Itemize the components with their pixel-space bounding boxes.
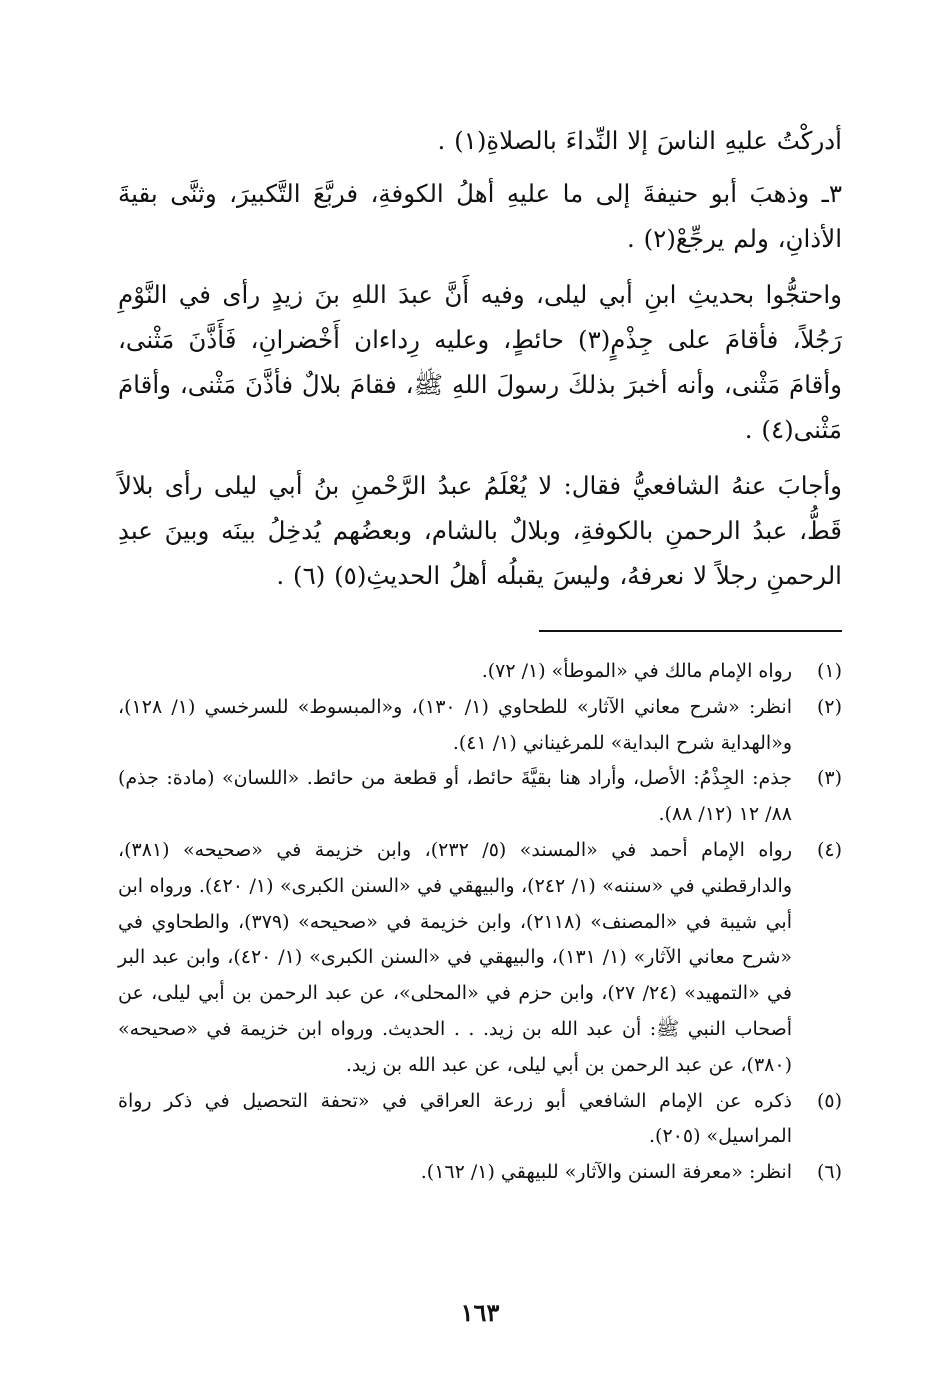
body-paragraph-3: واحتجُّوا بحديثِ ابنِ أبي ليلى، وفيه أَنَّ عبدَ اللهِ بنَ زيدٍ رأى في النَّوْمِ رَجُلاً، فأقامَ على جِذْمٍ(٣) حائطٍ، وعليه رِداءان أَخْضرانِ، فَأَذَّنَ مَثْنى، وأقامَ مَثْنى، وأنه أخبرَ بذلكَ رسولَ اللهِ ﷺ، فقامَ بلالٌ فأذَّنَ مَثْنى، وأقامَ مَثْنى(٤) . — [118, 280, 842, 444]
footnote-text: رواه الإمام مالك في «الموطأ» (١/ ٧٢). — [481, 660, 792, 682]
footnote-text: رواه الإمام أحمد في «المسند» (٥/ ٢٣٢)، وابن خزيمة في «صحيحه» (٣٨١)، والدارقطني في «سننه» (١/ ٢٤٢)، والبيهقي في «السنن الكبرى» (١/ ٤٢٠). ورواه ابن أبي شيبة في «المصنف» (٢١١٨)، وابن خزيمة في «صحيحه» (٣٧٩)، والطحاوي في «شرح معاني الآثار» (١/ ١٣١)، والبيهقي في «السنن الكبرى» (١/ ٤٢٠)، وابن عبد البر في «التمهيد» (٢٤/ ٢٧)، وابن حزم في «المحلى»، عن عبد الرحمن بن أبي ليلى، عن أصحاب النبي ﷺ: أن عبد الله بن زيد. . . الحديث. ورواه ابن خزيمة في «صحيحه» (٣٨٠)، عن عبد الرحمن بن أبي ليلى، عن عبد الله بن زيد. — [118, 838, 793, 1076]
footnote-2 — [118, 690, 842, 762]
footnote-number: (٣) — [816, 767, 842, 790]
footnote-number: (٦) — [816, 1161, 842, 1184]
page-content — [118, 118, 842, 1358]
footnote-text: جذم: الجِذْمُ: الأصل، وأراد هنا بقيَّةَ حائط، أو قطعة من حائط. «اللسان» (مادة: جذم) ٨٨/ ١٢ (١٢/ ٨٨). — [118, 767, 792, 826]
footnote-number: (٥) — [816, 1089, 842, 1112]
footnote-text: انظر: «معرفة السنن والآثار» للبيهقي (١/ ١٦٢). — [420, 1161, 792, 1184]
body-paragraph-1: أدركْتُ عليهِ الناسَ إلا النِّداءَ بالصلاةِ(١) . — [437, 126, 842, 155]
footnote-number: (١) — [816, 660, 842, 682]
footnote-text: انظر: «شرح معاني الآثار» للطحاوي (١/ ١٣٠)، و«المبسوط» للسرخسي (١/ ١٢٨)، و«الهداية شرح البداية» للمرغيناني (١/ ٤١). — [118, 695, 793, 754]
footnote-5 — [118, 1084, 842, 1156]
footnotes-list — [118, 654, 842, 1191]
footnote-3 — [118, 761, 842, 833]
body-paragraph-2: ٣ـ وذهبَ أبو حنيفةَ إلى ما عليهِ أهلُ الكوفةِ، فربَّعَ التَّكبيرَ، وثنَّى بقيةَ الأذانِ، ولم يرجِّعْ(٢) . — [118, 179, 842, 253]
footnote-separator — [539, 630, 842, 632]
footnote-4 — [118, 833, 842, 1084]
footnote-number: (٢) — [816, 695, 842, 718]
footnote-text: ذكره عن الإمام الشافعي أبو زرعة العراقي في «تحفة التحصيل في ذكر رواة المراسيل» (٢٠٥). — [118, 1089, 792, 1148]
page-number: ١٦٣ — [460, 1298, 500, 1327]
body-paragraph-4: وأجابَ عنهُ الشافعيُّ فقال: لا يُعْلَمُ عبدُ الرَّحْمنِ بنُ أبي ليلى رأى بلالاً قَطُّ، عبدُ الرحمنِ بالكوفةِ، وبلالٌ بالشام، وبعضُهم يُدخِلُ بينَه وبينَ عبدِ الرحمنِ رجلاً لا نعرفهُ، وليسَ يقبلُه أهلُ الحديثِ(٥) (٦) . — [118, 471, 842, 590]
footnote-number: (٤) — [816, 838, 842, 861]
footnote-1 — [118, 654, 842, 690]
footnote-6 — [118, 1155, 842, 1191]
